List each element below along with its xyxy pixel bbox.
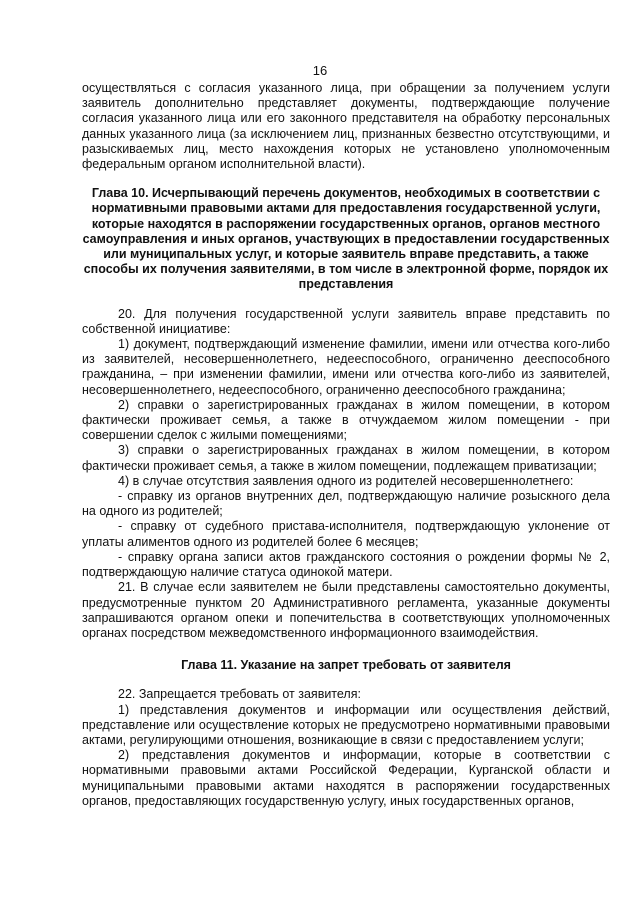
paragraph-20-item-4: 4) в случае отсутствия заявления одного из родителей несовершеннолетнего: [118,473,574,488]
chapter-11-heading: Глава 11. Указание на запрет требовать от заявителя [181,658,511,673]
paragraph-22-item-2: 2) представления документов и информации, которые в соответствии с нормативными правовыми актами Российской Федерации, Курганской области и муниципальными правовыми актами находятся в распоряжении государственных органов, предоставляющих государственную услугу, иных государственных органов, [82,748,610,808]
paragraph-22: 22. Запрещается требовать от заявителя: [118,687,361,702]
paragraph-20: 20. Для получения государственной услуги заявитель вправе представить по собственной инициативе: [82,306,610,336]
paragraph-21: 21. В случае если заявителем не были представлены самостоятельно документы, предусмотренные пунктом 20 Административного регламента, указанные документы запрашиваются органом опеки и попечительства в соответствующих уполномоченных органах посредством межведомственного информационного взаимодействия. [82,580,610,640]
paragraph-20-subitem-1: - справку из органов внутренних дел, подтверждающую наличие розыскного дела на одного из родителей; [82,489,610,519]
paragraph-22-item-1: 1) представления документов и информации или осуществления действий, представление или осуществление которых не предусмотрено нормативными правовыми актами, регулирующими отношения, возникающие в связи с предоставлением услуги; [82,702,610,747]
paragraph-20-item-2: 2) справки о зарегистрированных гражданах в жилом помещении, в котором фактически проживает семья, а также в отчуждаемом жилом помещении - при совершении сделок с жилыми помещениями; [82,397,610,443]
paragraph-20-subitem-2: - справку от судебного пристава-исполнителя, подтверждающую уклонение от уплаты алиментов одного из родителей более 6 месяцев; [82,519,610,549]
paragraph-20-item-1: 1) документ, подтверждающий изменение фамилии, имени или отчества кого-либо из заявителей, несовершеннолетнего, недееспособного, ограниченно дееспособного гражданина, – при изменении фамилии, имени или отчества кого-либо из заявителей, несовершеннолетнего, недееспособного, ограниченно дееспособного гражданина; [82,337,610,397]
paragraph-20-item-3: 3) справки о зарегистрированных гражданах в жилом помещении, в котором фактически проживает семья, а также в жилом помещении, подлежащем приватизации; [82,443,610,473]
page-number: 16 [312,63,328,78]
page-content [82,81,610,809]
paragraph-20-subitem-3: - справку органа записи актов гражданского состояния о рождении формы № 2, подтверждающую наличие статуса одинокой матери. [82,549,610,580]
paragraph-continuation: осуществляться с согласия указанного лица, при обращении за получением услуги заявитель дополнительно представляет документы, подтверждающие получение согласия указанного лица или его законного представителя на обработку персональных данных указанного лица (за исключением лиц, признанных безвестно отсутствующими, и разыскиваемых лиц, место нахождения которых не установлено уполномоченным федеральным органом исполнительной власти). [82,81,610,172]
chapter-10-heading: Глава 10. Исчерпывающий перечень документов, необходимых в соответствии с нормативными правовыми актами для предоставления государственной услуги, которые находятся в распоряжении государственных органов, органов местного самоуправления и иных органов, участвующих в предоставлении государственных или муниципальных услуг, и которые заявитель вправе представить, а также способы их получения заявителями, в том числе в электронной форме, порядок их представления [82,186,610,292]
